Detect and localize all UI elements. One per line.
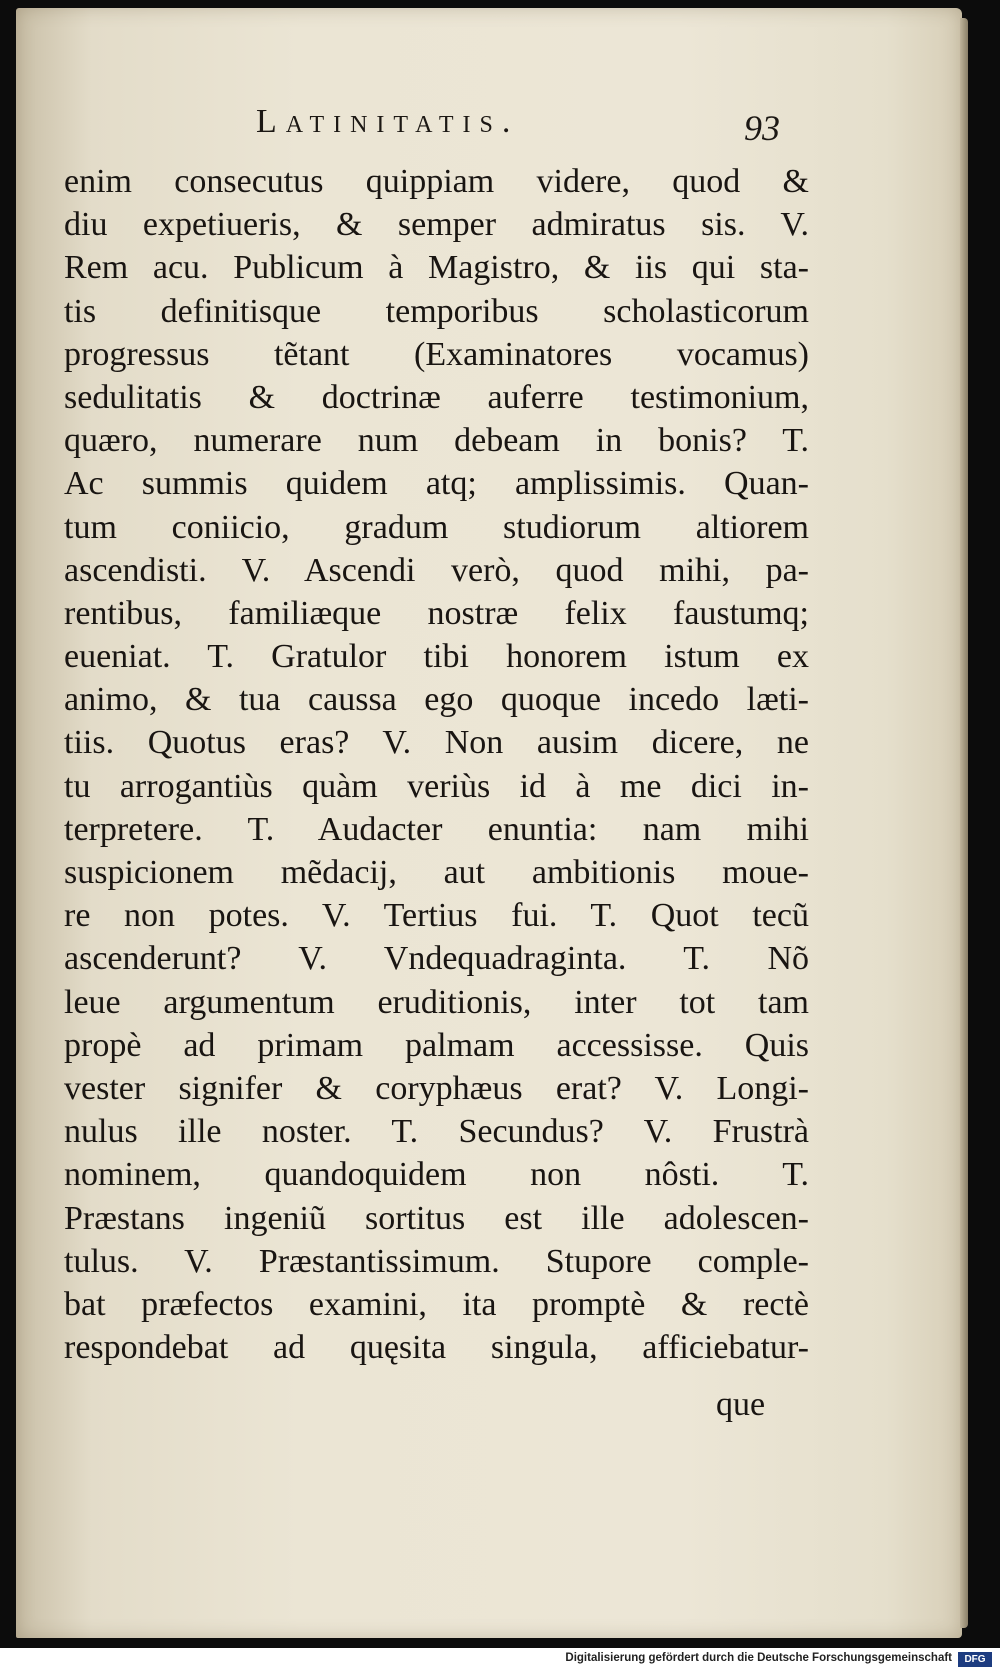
text-line: tis definitisque temporibus scholasticorum	[64, 292, 809, 330]
text-line: vester signifer & coryphæus erat? V. Longi-	[64, 1069, 809, 1107]
dfg-logo-badge: DFG	[958, 1652, 992, 1667]
text-line: ascendisti. V. Ascendi verò, quod mihi, pa-	[64, 551, 809, 589]
text-line: eueniat. T. Gratulor tibi honorem istum ex	[64, 638, 809, 676]
text-line: terpretere. T. Audacter enuntia: nam mihi	[64, 810, 809, 848]
text-line: re non potes. V. Tertius fui. T. Quot tecũ	[64, 897, 809, 935]
text-line: ascenderunt? V. Vndequadraginta. T. Nõ	[64, 940, 809, 978]
body-text	[64, 160, 809, 1369]
text-line: Ac summis quidem atq; amplissimis. Quan-	[64, 465, 809, 503]
text-line: enim consecutus quippiam videre, quod &	[64, 163, 809, 200]
text-line: diu expetiueris, & semper admiratus sis. V.	[64, 206, 809, 244]
text-line: tu arrogantiùs quàm veriùs id à me dici in-	[64, 767, 809, 805]
book-page	[16, 8, 962, 1638]
text-line: nominem, quandoquidem non nôsti. T.	[64, 1156, 809, 1194]
text-line: Rem acu. Publicum à Magistro, & iis qui sta-	[64, 249, 809, 287]
text-line: propè ad primam palmam accessisse. Quis	[64, 1026, 809, 1064]
running-head-title: Latinitatis.	[256, 103, 520, 140]
text-line: tum coniicio, gradum studiorum altiorem	[64, 508, 809, 546]
digitization-footer	[0, 1648, 1000, 1672]
text-line: animo, & tua caussa ego quoque incedo læti-	[64, 681, 809, 719]
text-line: sedulitatis & doctrinæ auferre testimonium,	[64, 378, 809, 416]
page-edge	[960, 18, 968, 1628]
catchword: que	[716, 1386, 766, 1423]
text-line: respondebat ad quęsita singula, afficiebatur-	[64, 1329, 809, 1367]
text-line: suspicionem mẽdacij, aut ambitionis moue-	[64, 854, 809, 891]
text-line: progressus tẽtant (Examinatores vocamus)	[64, 335, 809, 373]
text-line: nulus ille noster. T. Secundus? V. Frustrà	[64, 1113, 809, 1151]
footer-credit: Digitalisierung gefördert durch die Deutsche Forschungsgemeinschaft	[565, 1652, 952, 1664]
text-line: Præstans ingeniũ sortitus est ille adolescen-	[64, 1199, 809, 1237]
running-head	[16, 103, 962, 163]
text-line: tiis. Quotus eras? V. Non ausim dicere, ne	[64, 724, 809, 762]
text-line: bat præfectos examini, ita promptè & rectè	[64, 1285, 809, 1323]
text-line: tulus. V. Præstantissimum. Stupore comple-	[64, 1242, 809, 1280]
text-line: quæro, numerare num debeam in bonis? T.	[64, 422, 809, 460]
text-line: rentibus, familiæque nostræ felix faustumq;	[64, 594, 809, 632]
page-number: 93	[744, 108, 780, 148]
text-line: leue argumentum eruditionis, inter tot tam	[64, 983, 809, 1021]
